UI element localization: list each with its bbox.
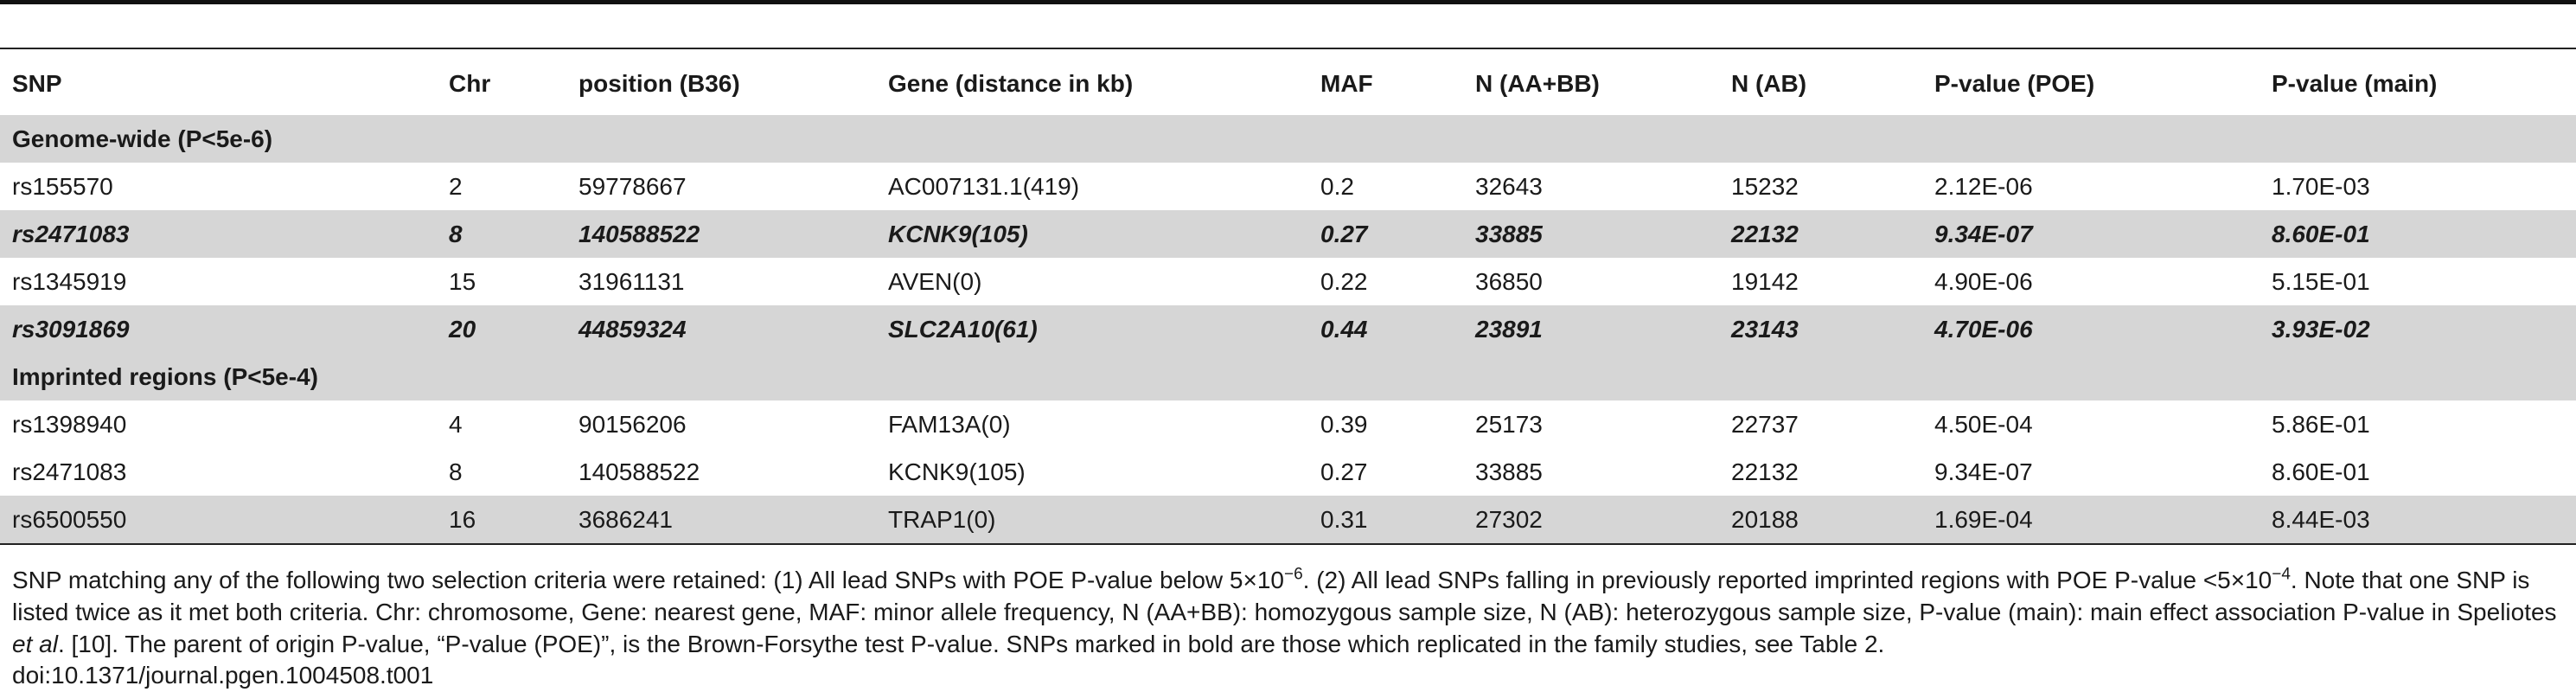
section-title: Imprinted regions (P<5e-4) xyxy=(0,353,2576,400)
cell-p-poe: 4.90E-06 xyxy=(1934,267,2033,295)
cell-n-het: 23143 xyxy=(1719,305,1922,353)
exponent-1: −6 xyxy=(1284,565,1303,584)
cell-position: 44859324 xyxy=(566,305,876,353)
cell-n-homo: 33885 xyxy=(1475,458,1543,485)
cell-n-homo: 36850 xyxy=(1475,267,1543,295)
cell-chr: 16 xyxy=(437,496,566,544)
cell-maf: 0.27 xyxy=(1308,210,1463,258)
section-header-row xyxy=(0,353,2576,400)
col-maf-header: MAF xyxy=(1320,69,1373,97)
cell-gene: KCNK9(105) xyxy=(876,210,1308,258)
cell-n-homo: 33885 xyxy=(1463,210,1719,258)
cell-gene: TRAP1(0) xyxy=(876,496,1308,544)
col-n-het-header: N (AB) xyxy=(1731,69,1807,97)
table-row xyxy=(0,448,2576,496)
cell-gene: AC007131.1(419) xyxy=(888,172,1080,200)
exponent-2: −4 xyxy=(2272,565,2291,584)
cell-position: 3686241 xyxy=(566,496,876,544)
footnote-paragraph xyxy=(12,564,2572,660)
col-position-header: position (B36) xyxy=(578,69,740,97)
col-p-main-header: P-value (main) xyxy=(2272,69,2438,97)
footnote-et-al: et al xyxy=(12,631,58,657)
cell-snp: rs3091869 xyxy=(0,305,437,353)
cell-gene: AVEN(0) xyxy=(888,267,982,295)
snp-table xyxy=(0,52,2576,545)
cell-position: 59778667 xyxy=(578,172,687,200)
cell-p-main: 5.86E-01 xyxy=(2272,410,2370,438)
col-p-poe-header: P-value (POE) xyxy=(1934,69,2095,97)
cell-n-homo: 25173 xyxy=(1475,410,1543,438)
cell-snp: rs6500550 xyxy=(0,496,437,544)
footnote-text-2: . (2) All lead SNPs falling in previously reported imprinted regions with POE P-value <5×10 xyxy=(1302,567,2272,593)
cell-p-poe: 2.12E-06 xyxy=(1934,172,2033,200)
cell-p-main: 8.60E-01 xyxy=(2260,210,2576,258)
cell-n-het: 15232 xyxy=(1731,172,1799,200)
cell-p-poe: 4.70E-06 xyxy=(1922,305,2260,353)
cell-gene: KCNK9(105) xyxy=(888,458,1026,485)
cell-chr: 8 xyxy=(437,210,566,258)
cell-p-main: 5.15E-01 xyxy=(2272,267,2370,295)
table-body xyxy=(0,115,2576,544)
footnote-text-3: . Note that one SNP is listed twice as it met both criteria. Chr: chromosome, Gene: nearest gene, MAF: minor allele frequency, N (AA+BB): homozygous sample size, N (AB): heterozygous sample size, P-value (main): main effect association P-value in Speliotes xyxy=(12,567,2557,625)
cell-p-main: 8.60E-01 xyxy=(2272,458,2370,485)
table-row xyxy=(0,496,2576,544)
cell-snp: rs155570 xyxy=(12,172,113,200)
cell-chr: 8 xyxy=(449,458,463,485)
cell-position: 140588522 xyxy=(566,210,876,258)
cell-p-main: 8.44E-03 xyxy=(2260,496,2576,544)
col-snp-header: SNP xyxy=(12,69,62,97)
cell-p-poe: 1.69E-04 xyxy=(1922,496,2260,544)
cell-n-het: 20188 xyxy=(1719,496,1922,544)
table-row xyxy=(0,258,2576,305)
header-row xyxy=(0,52,2576,115)
cell-p-main: 1.70E-03 xyxy=(2272,172,2370,200)
cell-n-homo: 32643 xyxy=(1475,172,1543,200)
cell-maf: 0.27 xyxy=(1320,458,1368,485)
table-row xyxy=(0,305,2576,353)
table-row xyxy=(0,400,2576,448)
section-title: Genome-wide (P<5e-6) xyxy=(0,115,2576,163)
cell-maf: 0.44 xyxy=(1308,305,1463,353)
cell-position: 140588522 xyxy=(578,458,700,485)
col-chr-header: Chr xyxy=(449,69,491,97)
cell-p-main: 3.93E-02 xyxy=(2260,305,2576,353)
footnote-text-4: . [10]. The parent of origin P-value, “P-value (POE)”, is the Brown-Forsythe test P-value. SNPs marked in bold are those which replicated in the family studies, see Table 2. xyxy=(57,631,1885,657)
cell-n-het: 22132 xyxy=(1719,210,1922,258)
cell-snp: rs2471083 xyxy=(12,458,127,485)
cell-p-poe: 9.34E-07 xyxy=(1922,210,2260,258)
col-gene-header: Gene (distance in kb) xyxy=(888,69,1134,97)
cell-snp: rs2471083 xyxy=(0,210,437,258)
cell-n-homo: 23891 xyxy=(1463,305,1719,353)
doi-line: doi:10.1371/journal.pgen.1004508.t001 xyxy=(12,662,434,689)
footnote-text-1: SNP matching any of the following two selection criteria were retained: (1) All lead SNPs with POE P-value below 5×10 xyxy=(12,567,1284,593)
cell-maf: 0.2 xyxy=(1320,172,1354,200)
cell-n-het: 22737 xyxy=(1731,410,1799,438)
cell-chr: 4 xyxy=(449,410,463,438)
col-n-homo-header: N (AA+BB) xyxy=(1475,69,1600,97)
cell-maf: 0.22 xyxy=(1320,267,1368,295)
cell-p-poe: 4.50E-04 xyxy=(1934,410,2033,438)
cell-maf: 0.31 xyxy=(1308,496,1463,544)
cell-chr: 20 xyxy=(437,305,566,353)
cell-snp: rs1345919 xyxy=(12,267,127,295)
cell-chr: 2 xyxy=(449,172,463,200)
cell-p-poe: 9.34E-07 xyxy=(1934,458,2033,485)
table-row xyxy=(0,163,2576,210)
section-header-row xyxy=(0,115,2576,163)
cell-snp: rs1398940 xyxy=(12,410,127,438)
cell-gene: SLC2A10(61) xyxy=(876,305,1308,353)
cell-chr: 15 xyxy=(449,267,476,295)
cell-n-het: 19142 xyxy=(1731,267,1799,295)
table-footnote xyxy=(12,564,2572,660)
top-rule xyxy=(0,0,2576,4)
cell-position: 31961131 xyxy=(578,267,685,295)
cell-gene: FAM13A(0) xyxy=(888,410,1011,438)
cell-n-homo: 27302 xyxy=(1463,496,1719,544)
header-rule xyxy=(0,48,2576,49)
cell-maf: 0.39 xyxy=(1320,410,1368,438)
cell-n-het: 22132 xyxy=(1731,458,1799,485)
table-row xyxy=(0,210,2576,258)
cell-position: 90156206 xyxy=(578,410,687,438)
